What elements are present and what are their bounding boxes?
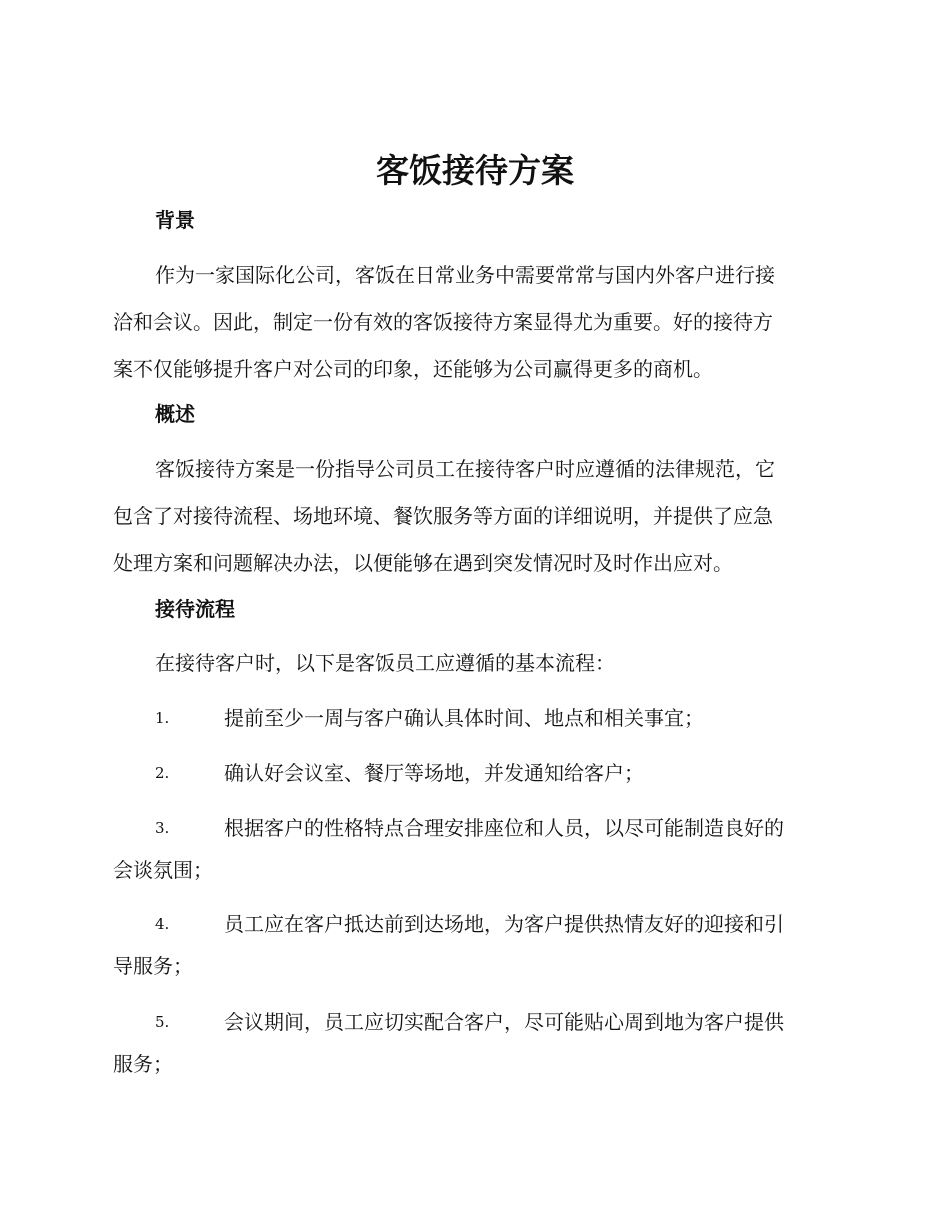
- paragraph-background: [113, 252, 835, 393]
- list-item-text: 确认好会议室、餐厅等场地，并发通知给客户；: [224, 761, 644, 785]
- list-item-text-continued: 服务；: [113, 1052, 173, 1076]
- paragraph-line: 包含了对接待流程、场地环境、餐饮服务等方面的详细说明，并提供了应急: [113, 504, 773, 528]
- list-item: [113, 903, 835, 987]
- list-item-text: 根据客户的性格特点合理安排座位和人员，以尽可能制造良好的: [224, 816, 784, 840]
- paragraph-line: 处理方案和问题解决办法，以便能够在遇到突发情况时及时作出应对。: [113, 551, 733, 575]
- section-heading-process: 接待流程: [155, 597, 235, 621]
- paragraph-line: 案不仅能够提升客户对公司的印象，还能够为公司赢得更多的商机。: [113, 357, 713, 381]
- paragraph-line: 洽和会议。因此，制定一份有效的客饭接待方案显得尤为重要。好的接待方: [113, 310, 773, 334]
- list-item-text: 员工应在客户抵达前到达场地，为客户提供热情友好的迎接和引: [224, 912, 784, 936]
- list-item: [113, 697, 835, 739]
- list-item-number: 2.: [155, 764, 170, 782]
- paragraph-overview: [113, 446, 835, 587]
- process-intro: 在接待客户时，以下是客饭员工应遵循的基本流程：: [155, 651, 615, 675]
- document-title: 客饭接待方案: [376, 151, 574, 190]
- paragraph-line: 客饭接待方案是一份指导公司员工在接待客户时应遵循的法律规范，它: [155, 457, 775, 481]
- list-item-text: 会议期间，员工应切实配合客户，尽可能贴心周到地为客户提供: [224, 1010, 784, 1034]
- paragraph-line: 作为一家国际化公司，客饭在日常业务中需要常常与国内外客户进行接: [155, 263, 775, 287]
- list-item-text-continued: 会谈氛围；: [113, 858, 213, 882]
- list-item-number: 1.: [155, 709, 170, 727]
- section-heading-overview: 概述: [155, 402, 195, 426]
- list-item-text-continued: 导服务；: [113, 954, 193, 978]
- list-item-number: 4.: [155, 915, 170, 933]
- list-item: [113, 807, 835, 891]
- section-heading-background: 背景: [155, 208, 195, 232]
- list-item-number: 3.: [155, 819, 170, 837]
- list-item: [113, 1001, 835, 1085]
- list-item-number: 5.: [155, 1013, 170, 1031]
- list-item-text: 提前至少一周与客户确认具体时间、地点和相关事宜；: [224, 706, 704, 730]
- list-item: [113, 752, 835, 794]
